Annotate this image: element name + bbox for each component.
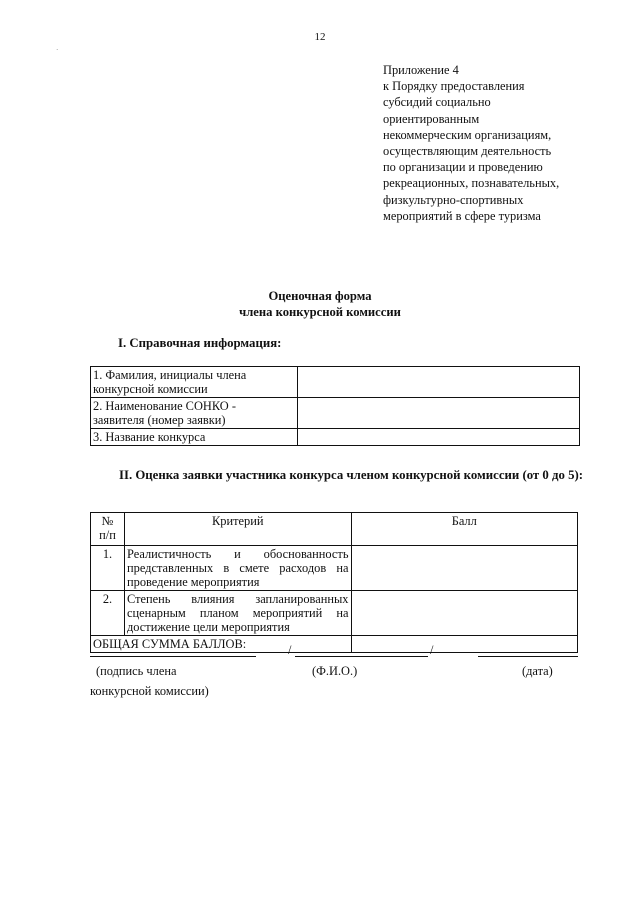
annex-block [383,62,598,224]
info-table [90,366,580,446]
total-score-cell[interactable] [351,636,578,653]
signature-caption-line-1: (подпись члена [96,664,177,678]
row-score-cell[interactable] [351,546,578,591]
page-number: 12 [314,31,326,43]
header-number: № п/п [91,513,125,546]
date-line[interactable] [478,656,578,657]
annex-line: субсидий социально [383,95,491,110]
evaluation-header-row [91,513,578,546]
row-score-cell[interactable] [351,591,578,636]
header-criterion: Критерий [125,513,352,546]
info-value-cell[interactable] [298,367,580,398]
document-title [0,288,640,320]
name-slash-right: / [430,643,434,657]
annex-line: рекреационных, познавательных, [383,176,560,191]
table-row [91,591,578,636]
name-line[interactable] [295,656,428,657]
header-score: Балл [351,513,578,546]
signature-line[interactable] [90,656,256,657]
name-caption: (Ф.И.О.) [312,664,358,678]
row-number: 2. [91,591,125,636]
section-2-heading: II. Оценка заявки участника конкурса членом конкурсной комиссии (от 0 до 5): [119,468,584,482]
annex-line: некоммерческим организациям, [383,127,552,142]
row-number: 1. [91,546,125,591]
date-caption: (дата) [522,664,553,678]
info-row-name [91,367,580,398]
info-value-cell[interactable] [298,398,580,429]
title-line-2: члена конкурсной комиссии [239,305,401,319]
annex-line: по организации и проведению [383,160,543,175]
info-label: 3. Название конкурса [91,429,298,446]
info-label: 2. Наименование СОНКО - заявителя (номер заявки) [91,398,298,429]
annex-line: физкультурно-спортивных [383,192,524,207]
info-value-cell[interactable] [298,429,580,446]
evaluation-table [90,512,578,653]
stray-mark: · [56,46,59,54]
info-row-applicant [91,398,580,429]
annex-line: осуществляющим деятельность [383,144,552,159]
annex-line: Приложение 4 [383,63,459,77]
row-criterion: Степень влияния запланированных сценарным планом мероприятий на достижение цели мероприятия [125,591,352,636]
total-row [91,636,578,653]
annex-line: ориентированным [383,111,480,126]
total-label: ОБЩАЯ СУММА БАЛЛОВ: [91,636,352,653]
info-row-contest [91,429,580,446]
section-1-heading: I. Справочная информация: [118,336,282,350]
annex-line: мероприятий в сфере туризма [383,208,541,223]
annex-line: к Порядку предоставления [383,79,525,94]
table-row [91,546,578,591]
signature-caption-line-2: конкурсной комиссии) [90,684,209,698]
info-label: 1. Фамилия, инициалы члена конкурсной комиссии [91,367,298,398]
title-line-1: Оценочная форма [268,289,372,303]
row-criterion: Реалистичность и обоснованность представленных в смете расходов на проведение мероприятия [125,546,352,591]
name-slash-left: / [288,643,292,657]
